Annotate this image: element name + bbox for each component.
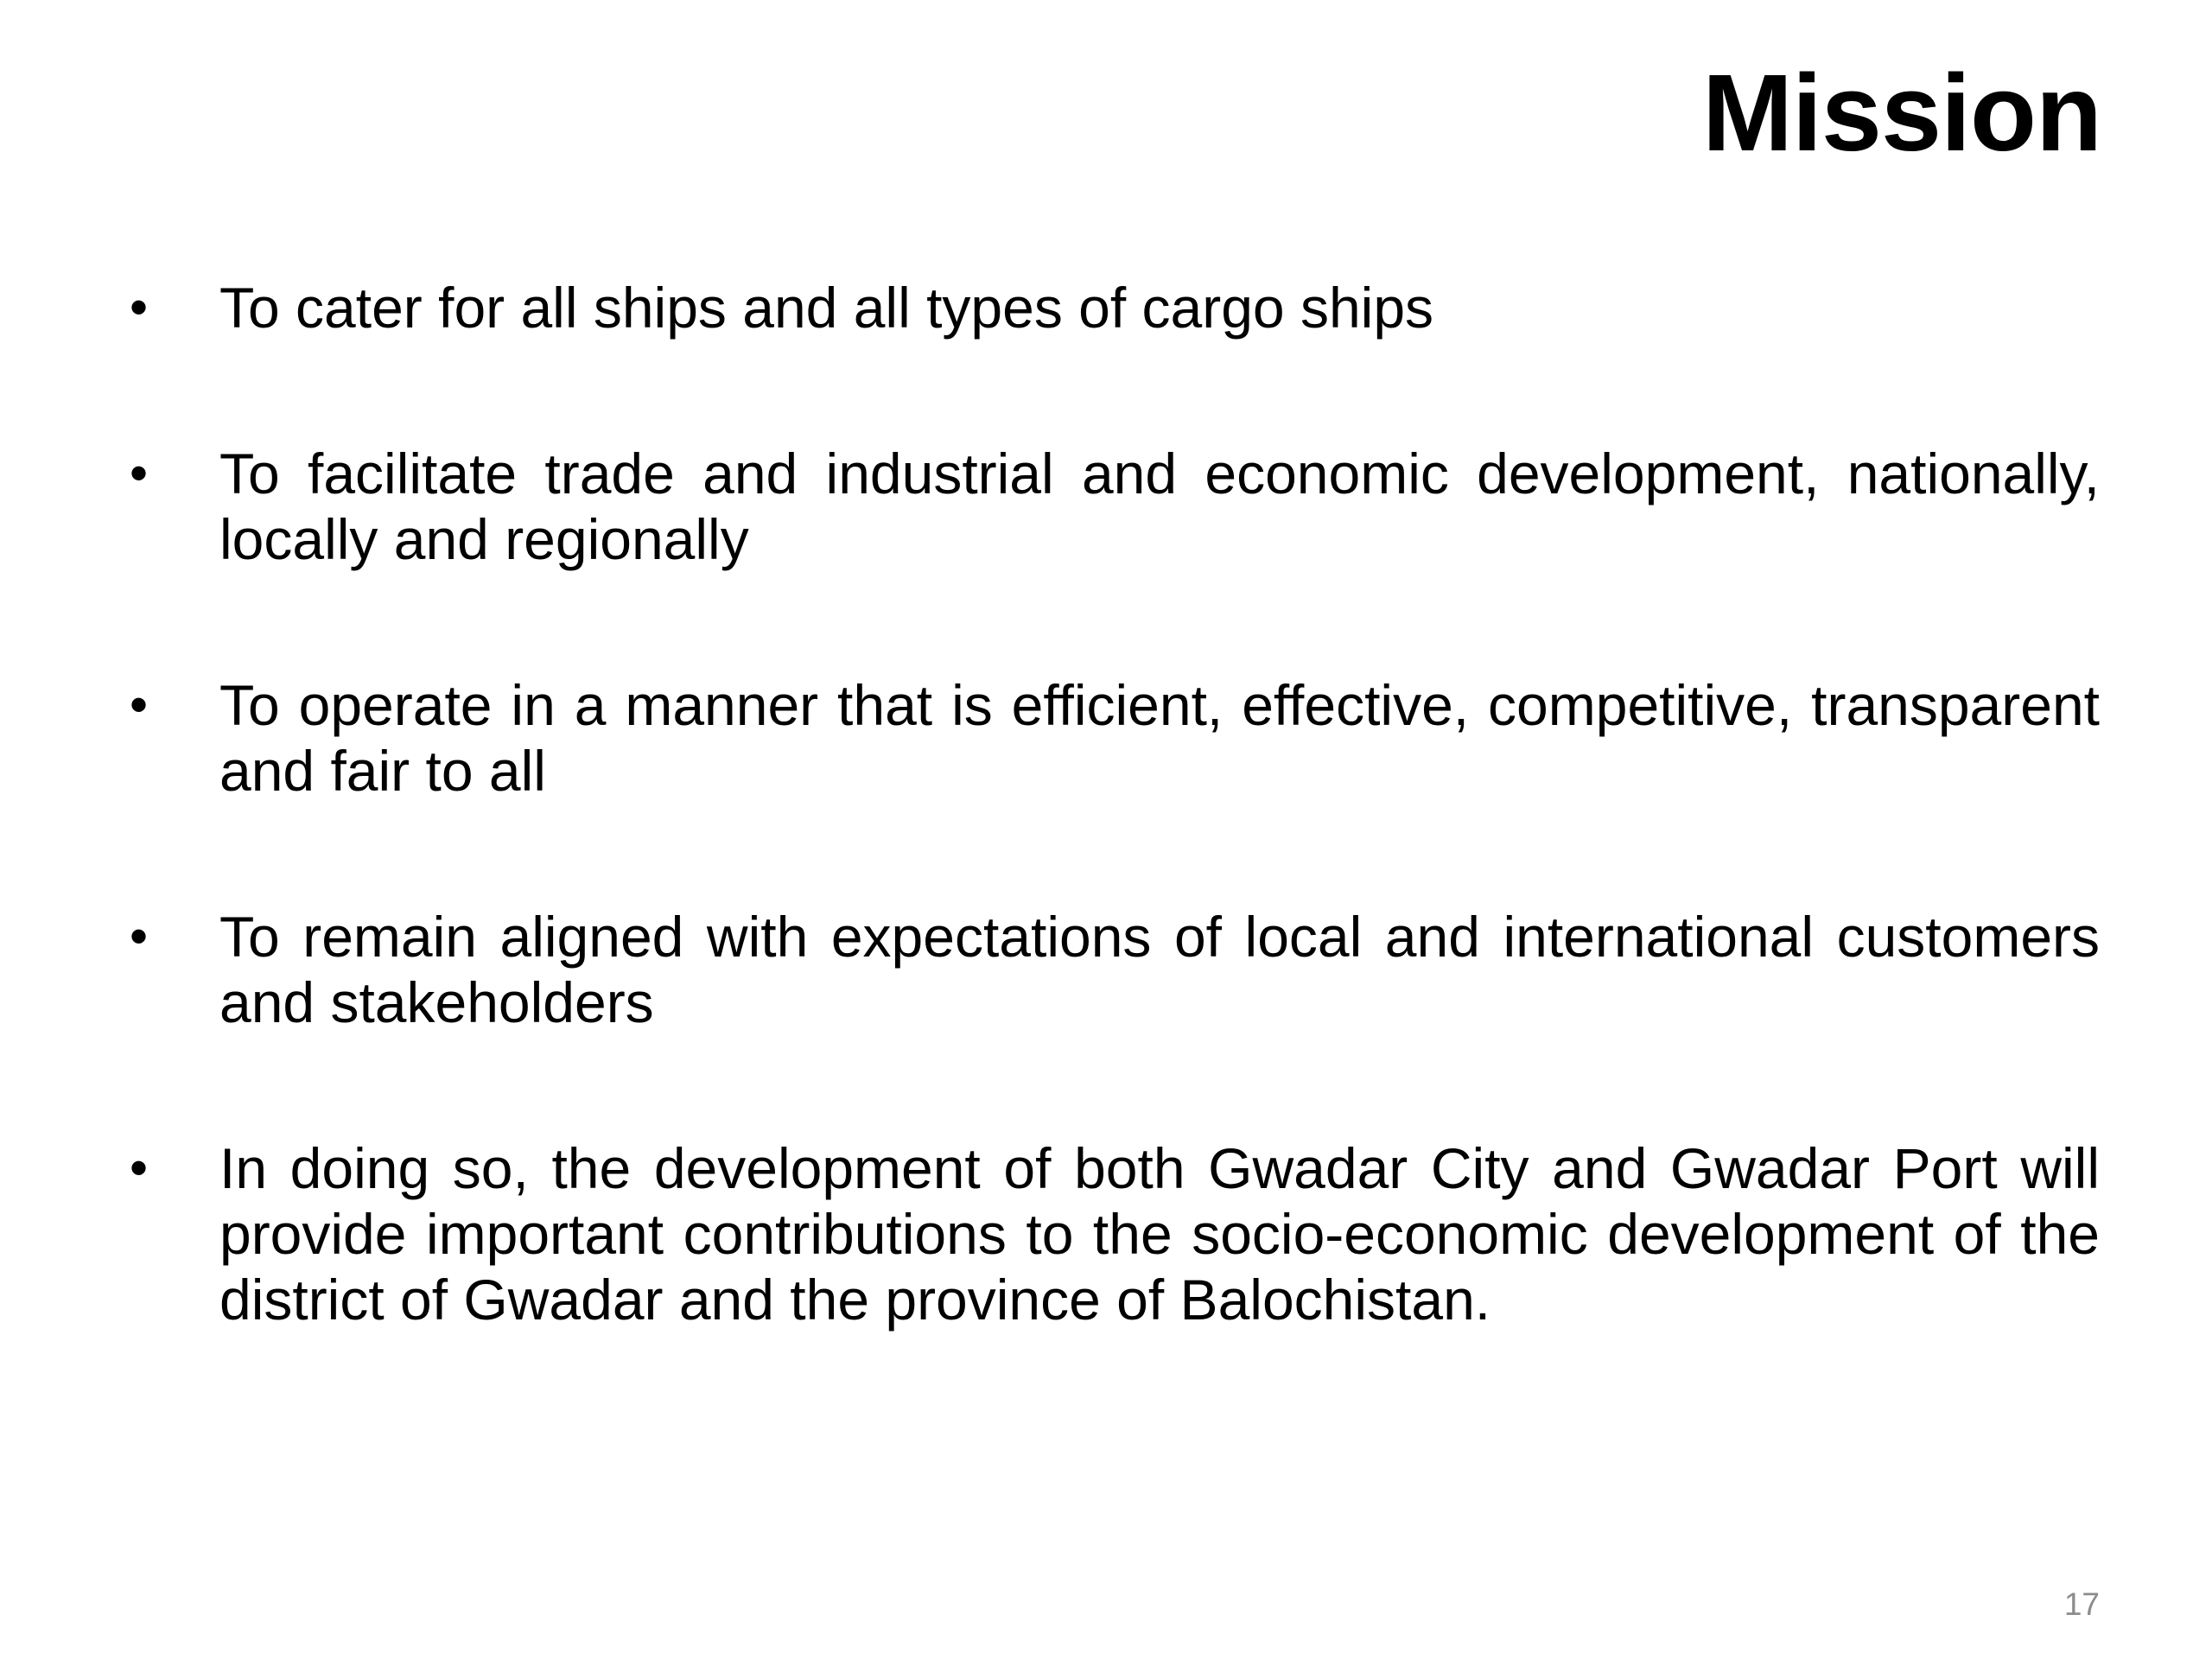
bullet-item [130,441,2100,572]
bullet-item [130,1135,2100,1332]
bullet-text: • To facilitate trade and industrial and economic development, nationally, locally and regionally [219,442,2100,571]
bullet-text: • In doing so, the development of both Gwadar City and Gwadar Port will provide important contributions to the socio-economic development of the district of Gwadar and the province of Balochistan. [219,1136,2100,1332]
bullet-text: • To remain aligned with expectations of local and international customers and stakeholders [219,905,2100,1034]
slide-title: Mission [1701,52,2101,174]
bullet-item [130,904,2100,1035]
bullet-text: • To cater for all ships and all types of cargo ships [219,276,1434,340]
bullet-item [130,672,2100,804]
page-number: 17 [2063,1586,2100,1622]
bullet-text: • To operate in a manner that is efficient, effective, competitive, transparent and fair to all [219,673,2100,803]
bullet-list [130,275,2100,1433]
bullet-item [130,275,2100,340]
